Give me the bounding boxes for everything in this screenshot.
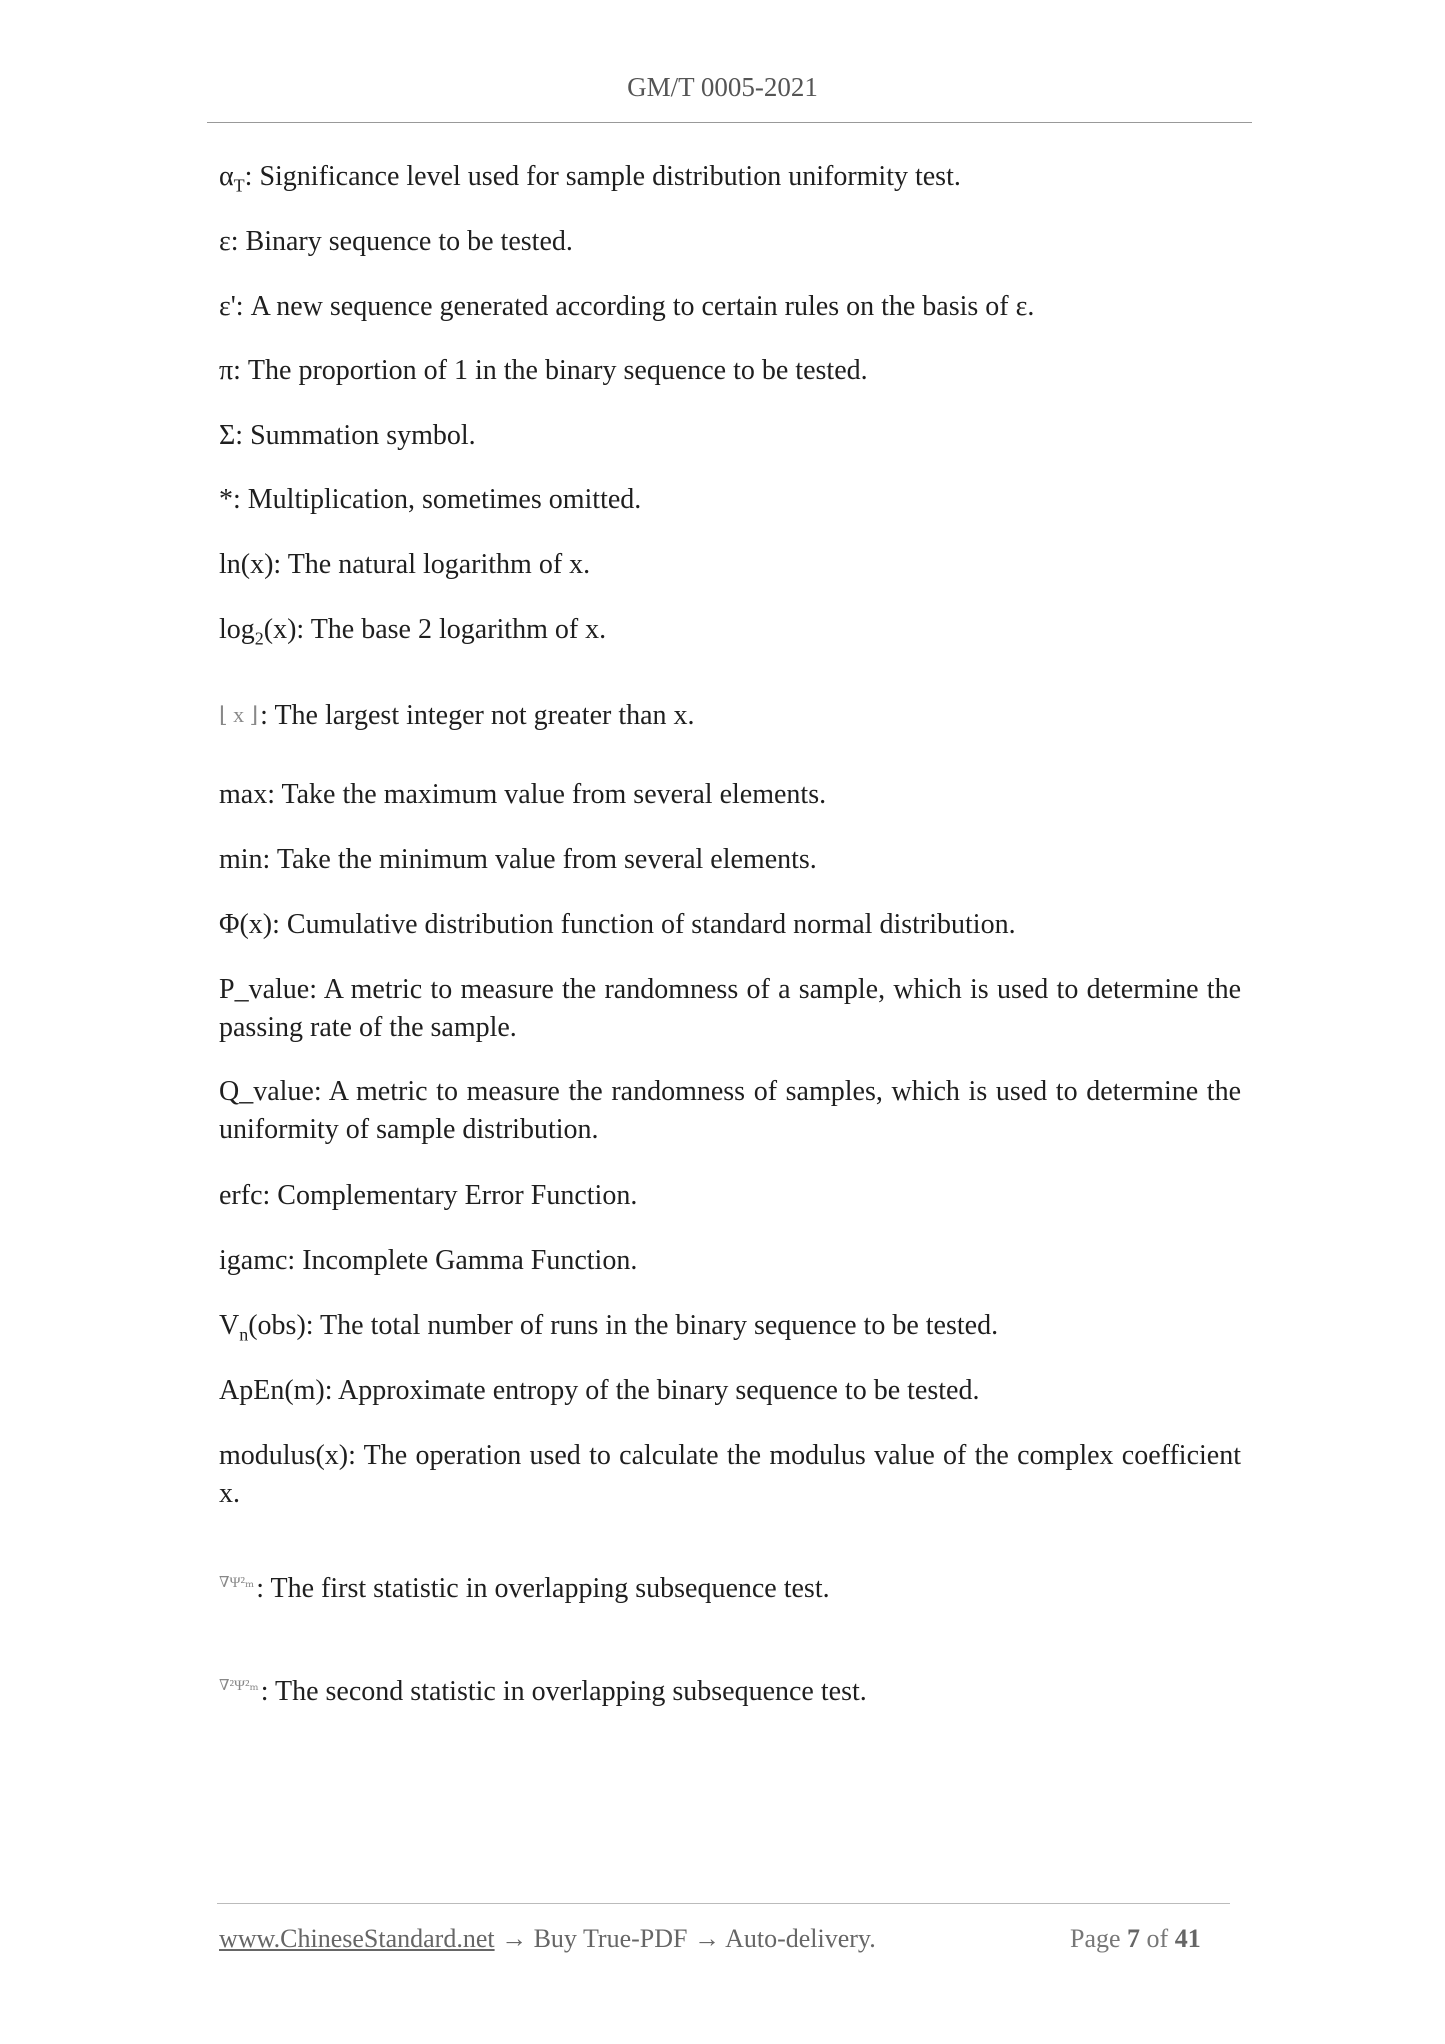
footer-promo xyxy=(219,1924,876,1954)
term-symbol: V xyxy=(219,1310,240,1341)
website-link[interactable]: www.ChineseStandard.net xyxy=(219,1924,495,1953)
of-label: of xyxy=(1146,1924,1169,1953)
term-symbol: α xyxy=(219,161,234,192)
definition-p-value: P_value: A metric to measure the randomness of a sample, which is used to determine the passing rate of the sample. xyxy=(219,974,1241,1043)
term-subscript: 2 xyxy=(254,628,264,649)
buy-pdf-text: Buy True-PDF xyxy=(533,1924,688,1953)
definition-text: (x): The base 2 logarithm of x. xyxy=(263,614,607,645)
definition-erfc: erfc: Complementary Error Function. xyxy=(219,1180,638,1211)
current-page: 7 xyxy=(1127,1924,1141,1953)
nabla-squared-psi-symbol-icon: ∇²Ψ²ₘ xyxy=(219,1678,259,1694)
nabla-psi-symbol-icon: ∇Ψ²ₘ xyxy=(219,1575,255,1591)
definition-text: : The largest integer not greater than x. xyxy=(260,700,695,731)
definition-q-value: Q_value: A metric to measure the randomness of samples, which is used to determine the uniformity of sample distribution. xyxy=(219,1076,1241,1145)
definition-alpha-t xyxy=(219,158,1241,205)
page-number xyxy=(1070,1924,1201,1954)
definition-igamc: igamc: Incomplete Gamma Function. xyxy=(219,1245,638,1276)
definition-apen: ApEn(m): Approximate entropy of the binary sequence to be tested. xyxy=(219,1375,980,1406)
auto-delivery-text: Auto-delivery. xyxy=(725,1924,876,1953)
definition-text: : The second statistic in overlapping subsequence test. xyxy=(260,1676,867,1707)
definition-multiplication: *: Multiplication, sometimes omitted. xyxy=(219,484,642,515)
arrow-right-icon: → xyxy=(501,1924,528,1953)
page-header-title: GM/T 0005-2021 xyxy=(627,72,818,102)
definition-log2 xyxy=(219,611,1241,658)
definition-first-statistic xyxy=(219,1564,1241,1608)
floor-symbol-icon: ⌊ x ⌋ xyxy=(219,702,259,727)
term-symbol: log xyxy=(219,614,255,645)
definition-epsilon: ε: Binary sequence to be tested. xyxy=(219,226,573,257)
term-subscript: n xyxy=(239,1324,249,1345)
definition-phi: Φ(x): Cumulative distribution function of standard normal distribution. xyxy=(219,909,1016,940)
definition-text: : The first statistic in overlapping subsequence test. xyxy=(256,1573,830,1604)
total-pages: 41 xyxy=(1174,1924,1201,1953)
definition-modulus: modulus(x): The operation used to calculate the modulus value of the complex coefficient x. xyxy=(219,1440,1241,1509)
definition-text: : Significance level used for sample distribution uniformity test. xyxy=(244,161,961,192)
definition-max: max: Take the maximum value from several elements. xyxy=(219,779,827,810)
term-subscript: T xyxy=(233,175,245,196)
page-label: Page xyxy=(1070,1924,1121,1953)
definition-ln: ln(x): The natural logarithm of x. xyxy=(219,549,591,580)
arrow-right-icon: → xyxy=(694,1924,720,1953)
definition-epsilon-prime: ε': A new sequence generated according to certain rules on the basis of ε. xyxy=(219,291,1035,322)
definition-floor xyxy=(219,696,1241,735)
definition-second-statistic xyxy=(219,1667,1241,1711)
definition-min: min: Take the minimum value from several elements. xyxy=(219,844,817,875)
definition-vn-obs xyxy=(219,1307,1241,1354)
definition-pi: π: The proportion of 1 in the binary sequence to be tested. xyxy=(219,355,868,386)
definition-text: (obs): The total number of runs in the binary sequence to be tested. xyxy=(248,1310,999,1341)
header-divider xyxy=(207,122,1252,123)
definition-sigma: Σ: Summation symbol. xyxy=(219,420,476,451)
footer-divider xyxy=(217,1903,1230,1904)
